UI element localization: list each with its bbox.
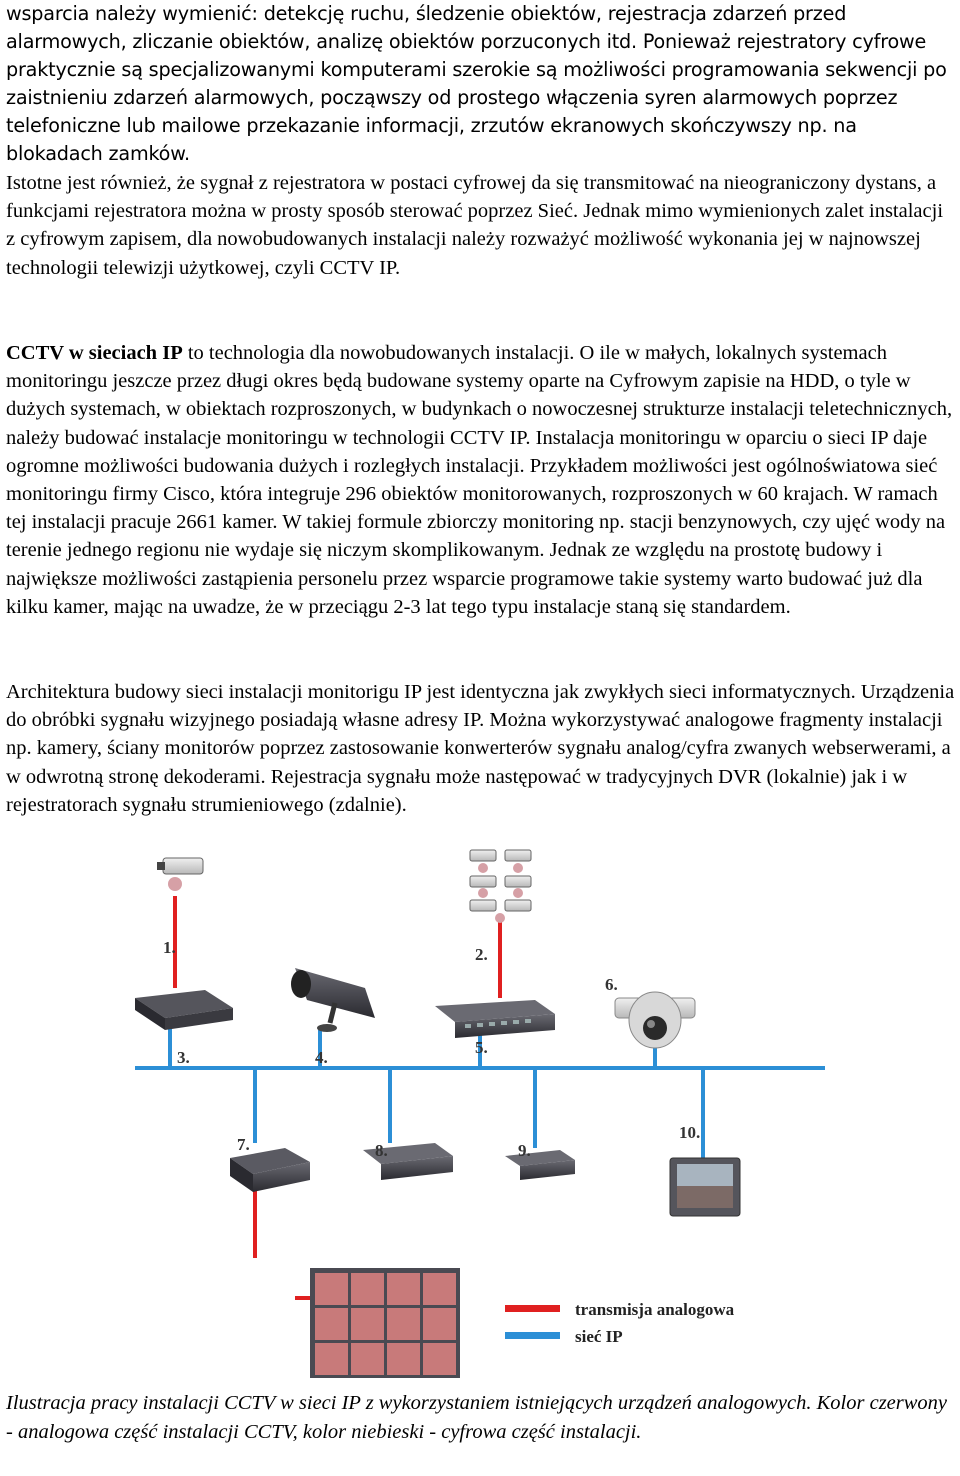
legend-analog-label: transmisja analogowa: [575, 1300, 735, 1319]
legend-analog-swatch: [505, 1305, 560, 1312]
analog-camera-icon: [157, 858, 203, 891]
paragraph-digital-transmission: Istotne jest również, że sygnał z rejestratora w postaci cyfrowej da się transmitować na nieograniczony dystans, a funkcjami rejestratora można w prosty sposób sterować poprzez Sieć. Jednak mimo wymienionych zalet instalacji z cyfrowym zapisem, dla nowobudowanych instalacji należy rozważyć możliwość wykonania jej w najnowszej technologii telewizji użytkowej, czyli CCTV IP.: [6, 172, 944, 279]
paragraph-cctv-ip: [6, 339, 956, 621]
label-4: 4.: [315, 1048, 328, 1067]
paragraph-cctv-ip-heading: CCTV w sieciach IP: [6, 342, 183, 364]
cctv-ip-network-diagram: [135, 838, 925, 1383]
paragraph-cctv-ip-body: to technologia dla nowobudowanych instalacji. O ile w małych, lokalnych systemach monitoringu jeszcze przez długi okres będą budowane systemy oparte na Cyfrowym zapisie na HDD, o tyle w dużych systemach, w obiektach rozproszonych, w budynkach o nowoczesnej strukturze instalacji teletechnicznych, należy budować instalacje monitoringu w technologii CCTV IP. Instalacja monitoringu w oparciu o sieci IP daje ogromne możliwości budowania dużych i rozległych instalacji. Przykładem możliwości jest ogólnoświatowa sieć monitoringu firmy Cisco, która integruje 296 obiektów monitorowanych, rozproszonych w 60 krajach. W ramach tej instalacji pracuje 2661 kamer. W takiej formule zbiorczy monitoring np. stacji benzynowych, czy ujęć wody na terenie jednego regionu nie wydaje się niczym skomplikowanym. Jednak ze względu na prostotę budowy i największe możliwości zastąpienia personelu przez wsparcie programowe takie systemy warto budować już dla kilku kamer, mając na uwadze, że w przeciągu 2-3 lat tego typu instalacje staną się standardem.: [6, 342, 953, 618]
label-7: 7.: [237, 1135, 250, 1154]
label-8: 8.: [375, 1141, 388, 1160]
figure-caption: Ilustracja pracy instalacji CCTV w sieci IP z wykorzystaniem istniejących urządzeń analogowych. Kolor czerwony - analogowa część instalacji CCTV, kolor niebieski - cyfrowa część instalacji.: [6, 1392, 948, 1443]
monitor-icon: [670, 1158, 740, 1216]
analog-camera-group-icon: [470, 850, 531, 923]
label-6: 6.: [605, 975, 618, 994]
decoder-device-icon: [505, 1150, 575, 1180]
paragraph-architecture: Architektura budowy sieci instalacji monitorigu IP jest identyczna jak zwykłych sieci informatycznych. Urządzenia do obróbki sygnału wizyjnego posiadają własne adresy IP. Można wykorzystywać analogowe fragmenty instalacji np. kamery, ściany monitorów poprzez zastosowanie konwerterów sygnału analog/cyfra zwanych webserwerami, a w odwrotną stronę dekoderami. Rejestracja sygnału może następować w tradycyjnych DVR (lokalnie) jak i w rejestratorach sygnału strumieniowego (zdalnie).: [6, 681, 955, 816]
legend-ip-swatch: [505, 1332, 560, 1339]
dome-camera-icon: [615, 992, 695, 1048]
paragraph-intro: wsparcia należy wymienić: detekcję ruchu, śledzenie obiektów, rejestracja zdarzeń przed alarmowych, zliczanie obiektów, analizę obiektów porzuconych itd. Ponieważ rejestratory cyfrowe praktycznie są specjalizowanymi komputerami szerokie są możliwości programowania sekwencji po zaistnieniu zdarzeń alarmowych, począwszy od prostego włączenia syren alarmowych poprzez telefoniczne lub mailowe przekazanie informacji, zrzutów ekranowych skończywszy np. na blokadach zamków.: [6, 2, 947, 165]
label-10: 10.: [679, 1123, 701, 1142]
ip-camera-icon: [291, 968, 375, 1032]
label-1: 1.: [163, 938, 176, 957]
label-9: 9.: [518, 1141, 531, 1160]
dvr-device-icon: [230, 1148, 310, 1192]
legend: [505, 1300, 735, 1346]
label-5: 5.: [475, 1038, 488, 1057]
label-2: 2.: [475, 945, 488, 964]
label-3: 3.: [177, 1048, 190, 1067]
legend-ip-label: sieć IP: [575, 1327, 623, 1346]
video-wall-icon: [310, 1268, 460, 1378]
analog-lines: [175, 896, 500, 1298]
webserver-device-icon: [135, 990, 233, 1030]
